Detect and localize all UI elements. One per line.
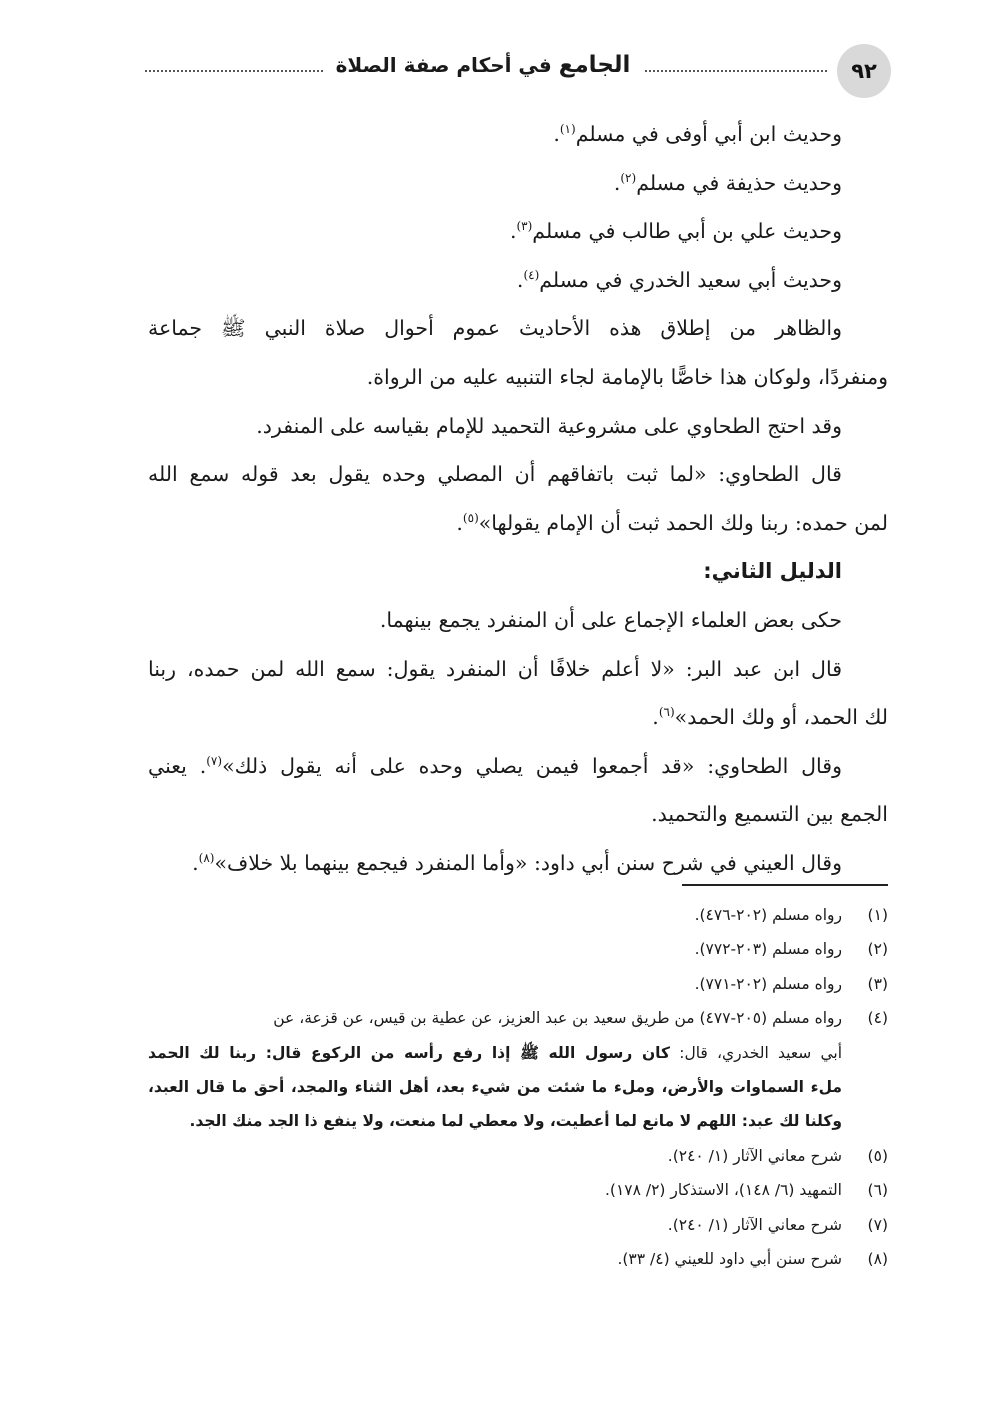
- footnote-number: (٧): [867, 1215, 888, 1234]
- running-title-rest: في أحكام صفة الصلاة: [335, 53, 552, 77]
- header-dotted-line-left: [145, 70, 323, 72]
- footnote-1: (١)رواه مسلم (٢٠٢-٤٧٦).: [148, 898, 888, 932]
- text-line: ومنفردًا، ولوكان هذا خاصًّا بالإمامة لجاء التنبيه عليه من الرواة.: [366, 364, 888, 389]
- footnote-2: (٢)رواه مسلم (٢٠٣-٧٧٢).: [148, 932, 888, 966]
- page-header: [145, 44, 891, 98]
- main-text: [148, 110, 888, 888]
- text-line: وحديث حذيفة في مسلم$^{(٢)}$.: [613, 170, 842, 195]
- header-dotted-line-right: [645, 70, 827, 72]
- footnote-number: (٤): [867, 1009, 888, 1028]
- footnote-4-continued: ملء السماوات والأرض، وملء ما شئت من شيء بعد، أهل الثناء والمجد، أحق ما قال العبد،: [148, 1077, 842, 1096]
- footnote-number: (٢): [867, 940, 888, 959]
- text-line: قال الطحاوي: «لما ثبت باتفاقهم أن المصلي وحده يقول بعد قوله سمع الله: [148, 462, 842, 487]
- footnote-separator: [682, 884, 888, 886]
- footnote-4: (٤)رواه مسلم (٢٠٥-٤٧٧) من طريق سعيد بن عبد العزيز، عن عطية بن قيس، عن قزعة، عن: [148, 1001, 888, 1035]
- text-line: لك الحمد، أو ولك الحمد»$^{(٦)}$.: [652, 705, 888, 730]
- section-heading: الدليل الثاني:: [703, 559, 842, 584]
- text-line: وقال العيني في شرح سنن أبي داود: «وأما المنفرد فيجمع بينهما بلا خلاف»$^{(٨)}$.: [192, 850, 842, 875]
- footnote-number: (٥): [867, 1146, 888, 1165]
- footnote-number: (٨): [867, 1249, 888, 1268]
- text-line: الجمع بين التسميع والتحميد.: [651, 802, 888, 827]
- footnote-number: (٣): [867, 974, 888, 993]
- text-line: وقال الطحاوي: «قد أجمعوا فيمن يصلي وحده على أنه يقول ذلك»$^{(٧)}$. يعني: [148, 753, 843, 778]
- footnote-6: (٦)التمهيد (٦/ ١٤٨)، الاستذكار (٢/ ١٧٨).: [148, 1173, 888, 1207]
- footnote-number: (١): [867, 906, 888, 924]
- running-title-main: الجامع: [558, 52, 631, 78]
- footnote-4-continued: وكلنا لك عبد: اللهم لا مانع لما أعطيت، ولا معطي لما منعت، ولا ينفع ذا الجد منك الجد.: [189, 1112, 842, 1131]
- footnote-number: (٦): [867, 1181, 888, 1200]
- text-line: وحديث ابن أبي أوفى في مسلم$^{(١)}$.: [553, 122, 842, 146]
- text-line: والظاهر من إطلاق هذه الأحاديث عموم أحوال صلاة النبي ﷺ جماعة: [148, 316, 842, 341]
- text-line: لمن حمده: ربنا ولك الحمد ثبت أن الإمام يقولها»$^{(٥)}$.: [456, 510, 888, 535]
- text-line: وحديث علي بن أبي طالب في مسلم$^{(٣)}$.: [509, 219, 842, 244]
- running-title: [333, 52, 633, 78]
- text-line: وحديث أبي سعيد الخدري في مسلم$^{(٤)}$.: [516, 267, 842, 292]
- text-line: وقد احتج الطحاوي على مشروعية التحميد للإمام بقياسه على المنفرد.: [256, 413, 842, 438]
- footnote-5: (٥)شرح معاني الآثار (١/ ٢٤٠).: [148, 1139, 888, 1173]
- text-line: قال ابن عبد البر: «لا أعلم خلافًا أن المنفرد يقول: سمع الله لمن حمده، ربنا: [148, 656, 842, 681]
- text-line: حكى بعض العلماء الإجماع على أن المنفرد يجمع بينهما.: [379, 607, 842, 632]
- footnotes: [148, 898, 888, 1276]
- footnote-8: (٨)شرح سنن أبي داود للعيني (٤/ ٣٣).: [148, 1242, 888, 1276]
- page-number: ٩٢: [837, 44, 891, 98]
- footnote-7: (٧)شرح معاني الآثار (١/ ٢٤٠).: [148, 1208, 888, 1242]
- footnote-3: (٣)رواه مسلم (٢٠٢-٧٧١).: [148, 967, 888, 1001]
- footnote-4-continued: أبي سعيد الخدري، قال: كان رسول الله ﷺ إذا رفع رأسه من الركوع قال: ربنا لك الحمد: [148, 1043, 843, 1062]
